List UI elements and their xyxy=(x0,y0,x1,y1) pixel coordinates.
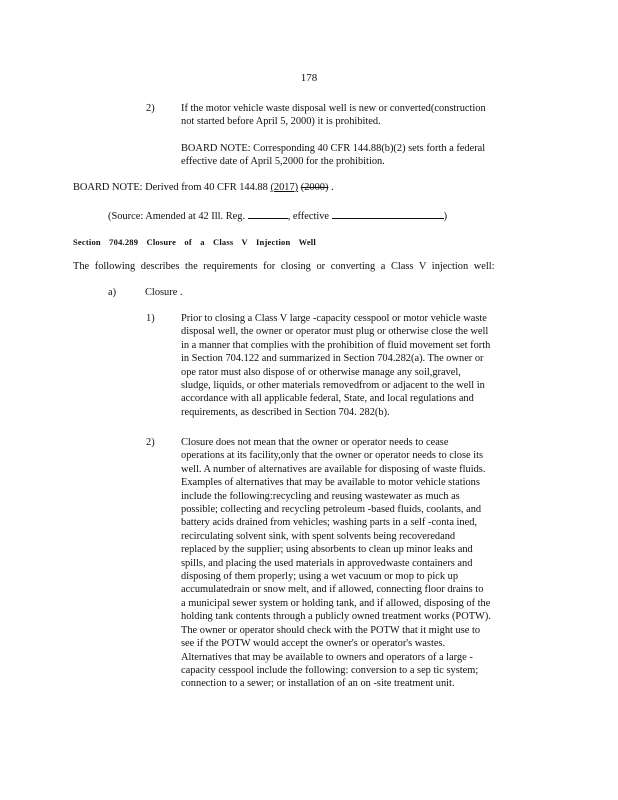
item-2-line: The owner or operator should check with the POTW that it might use to xyxy=(181,624,481,636)
board-note-derived-text: BOARD NOTE: Derived from 40 CFR 144.88 xyxy=(73,182,268,193)
item-2-line: well. A number of alternatives are available for disposing of waste fluids. xyxy=(181,463,486,475)
board-note-derived-end: . xyxy=(331,182,334,193)
intro-text: The following describes the requirements for closing or converting a Class V injection well: xyxy=(73,261,495,272)
item-2-line: possible; collecting and recycling petroleum -based fluids, coolants, and xyxy=(181,504,482,516)
item-1-line: requirements, as described in Section 704. 282(b). xyxy=(181,406,390,418)
inserted-year: (2017) xyxy=(270,182,299,193)
item-2-line: see if the POTW would accept the owner's or operator's wastes. xyxy=(181,638,446,650)
item-2-top-line: If the motor vehicle waste disposal well is new or converted(construction xyxy=(181,103,486,114)
item-2-line: accumulatedrain or snow melt, and if allowed, connecting floor drains to xyxy=(181,584,484,596)
source-suffix: ) xyxy=(443,211,448,222)
item-1-line: in Section 704.122 and summarized in Section 704.282(a). The owner or xyxy=(181,353,484,365)
item-1-line: sludge, liquids, or other materials removedfrom or adjacent to the well in xyxy=(181,380,485,392)
item-2-line: Alternatives that may be available to owners and operators of a large - xyxy=(181,651,473,663)
item-2-line: operations at its facility,only that the owner or operator needs to close its xyxy=(181,450,484,462)
item-1-line: ope rator must also dispose of or otherwise manage any soil,gravel, xyxy=(181,366,461,378)
item-1-label: 1) xyxy=(146,313,155,324)
subsection-a-title: Closure . xyxy=(145,287,183,298)
item-2-label: 2) xyxy=(146,437,155,448)
item-2-line: include the following:recycling and reusing wastewater as much as xyxy=(181,490,460,502)
board-note-derived xyxy=(73,181,334,194)
source-prefix: (Source: Amended at 42 Ill. Reg. xyxy=(108,211,246,222)
item-2-line: holding tank contents through a publicly owned treatment works (POTW). xyxy=(181,611,491,623)
item-2-line: a municipal sewer system or holding tank, and if allowed, disposing of the xyxy=(181,597,491,609)
reg-blank xyxy=(248,208,288,219)
deleted-year: (2000) xyxy=(300,182,329,193)
subsection-a-label: a) xyxy=(108,287,117,298)
item-2-line: recirculating solvent sink, with spent solvents being recoveredand xyxy=(181,530,456,542)
source-middle: , effective xyxy=(287,211,330,222)
item-2-line: capacity cesspool include the following: conversion to a sep tic system; xyxy=(181,664,479,676)
item-2-line: replaced by the supplier; using absorbents to clean up minor leaks and xyxy=(181,544,473,556)
item-1-line: accordance with all applicable federal, State, and local regulations and xyxy=(181,393,474,405)
item-2-text xyxy=(181,436,537,691)
item-2-line: connection to a sewer; or installation of an on -site treatment unit. xyxy=(181,678,455,690)
item-2-line: Closure does not mean that the owner or operator needs to cease xyxy=(181,437,449,448)
item-2-line: Examples of alternatives that may be available to motor vehicle stations xyxy=(181,477,480,489)
item-1-line: Prior to closing a Class V large -capacity cesspool or motor vehicle waste xyxy=(181,313,487,324)
board-note-corresponding xyxy=(181,142,531,169)
board-note-corresponding-line: BOARD NOTE: Corresponding 40 CFR 144.88(b)(2) sets forth a federal xyxy=(181,143,486,154)
item-1-line: in a manner that complies with the prohibition of fluid movement set forth xyxy=(181,339,491,351)
item-2-line: battery acids drained from vehicles; washing parts in a self -conta ined, xyxy=(181,517,478,529)
board-note-corresponding-line: effective date of April 5,2000 for the prohibition. xyxy=(181,156,385,168)
source-line xyxy=(108,208,447,223)
item-2-line: spills, and placing the used materials in approvedwaste containers and xyxy=(181,557,473,569)
section-heading: Section 704.289 Closure of a Class V Injection Well xyxy=(73,237,316,247)
item-2-top-text xyxy=(181,102,531,129)
item-2-top-line: not started before April 5, 2000) it is prohibited. xyxy=(181,116,381,128)
item-2-top-label: 2) xyxy=(146,103,155,114)
item-1-text xyxy=(181,312,533,419)
effective-blank xyxy=(332,208,444,219)
item-2-line: disposing of them properly; using a wet vacuum or mop to pick up xyxy=(181,571,459,583)
page-number: 178 xyxy=(300,72,318,84)
item-1-line: disposal well, the owner or operator must plug or otherwise close the well xyxy=(181,326,489,338)
